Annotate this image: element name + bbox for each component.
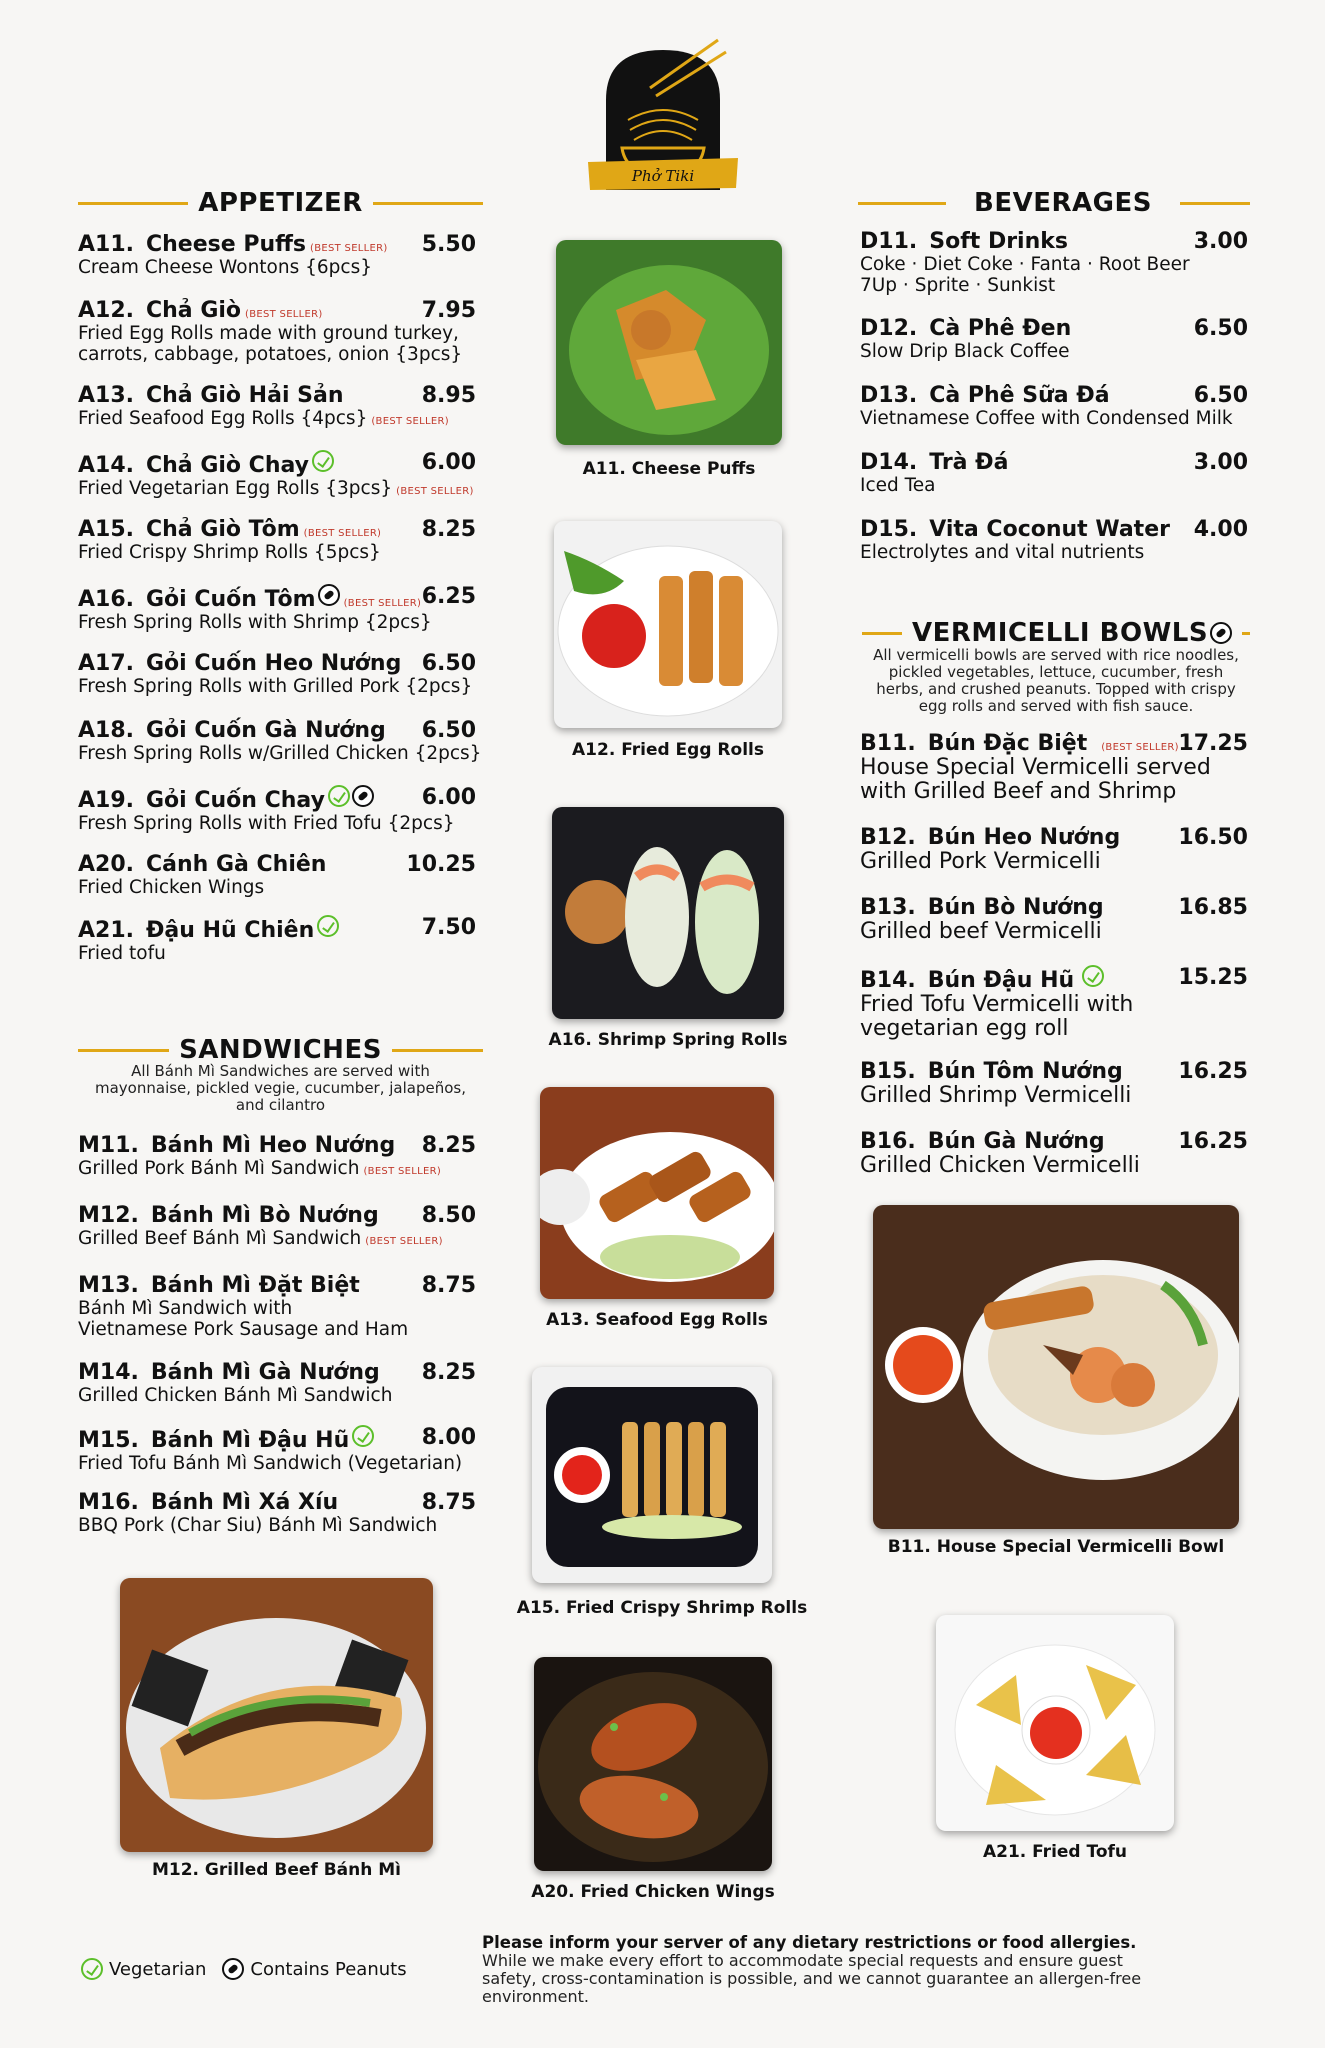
food-illustration bbox=[534, 1657, 772, 1871]
item-description: Fried Crispy Shrimp Rolls {5pcs} bbox=[78, 542, 381, 563]
item-price: 10.25 bbox=[406, 852, 476, 877]
item-description: Slow Drip Black Coffee bbox=[860, 341, 1070, 362]
food-illustration bbox=[532, 1367, 772, 1583]
item-description: Electrolytes and vital nutrients bbox=[860, 542, 1145, 563]
restaurant-logo bbox=[578, 30, 748, 200]
item-code: A13. bbox=[78, 383, 134, 408]
peanut-icon bbox=[352, 785, 374, 807]
item-name: Bánh Mì Bò Nướng bbox=[150, 1203, 379, 1228]
item-code: B15. bbox=[860, 1059, 916, 1084]
item-name: Cà Phê Đen bbox=[929, 316, 1072, 341]
item-code: M12. bbox=[78, 1203, 139, 1228]
item-code: D12. bbox=[860, 316, 918, 341]
food-illustration bbox=[873, 1205, 1239, 1529]
item-price: 8.25 bbox=[421, 1133, 476, 1158]
sandwiches-description bbox=[78, 1063, 483, 1114]
peanut-icon bbox=[318, 584, 340, 606]
photo-grilled-beef-banh-mi bbox=[120, 1578, 433, 1852]
item-price: 7.50 bbox=[421, 915, 476, 940]
item-description: Fried Tofu Bánh Mì Sandwich (Vegetarian) bbox=[78, 1453, 463, 1474]
best-seller-tag: (BEST SELLER) bbox=[363, 1166, 442, 1177]
photo-house-special-vermicelli bbox=[873, 1205, 1239, 1529]
item-price: 6.50 bbox=[421, 718, 476, 743]
menu-item-b15 bbox=[860, 1059, 1248, 1108]
best-seller-tag: (BEST SELLER) bbox=[310, 243, 388, 254]
item-price: 16.25 bbox=[1178, 1059, 1248, 1084]
menu-item-a13 bbox=[78, 383, 476, 432]
item-code: B16. bbox=[860, 1129, 916, 1154]
item-name: Soft Drinks bbox=[929, 229, 1068, 254]
vegetarian-icon bbox=[317, 915, 339, 937]
item-code: D15. bbox=[860, 517, 918, 542]
caption-a11: A11. Cheese Puffs bbox=[582, 459, 756, 479]
item-code: A20. bbox=[78, 852, 134, 877]
item-description: Fresh Spring Rolls with Fried Tofu {2pcs} bbox=[78, 813, 455, 834]
menu-item-b11 bbox=[860, 731, 1248, 804]
food-illustration bbox=[554, 521, 782, 728]
item-price: 7.95 bbox=[421, 298, 476, 323]
appetizer-heading bbox=[78, 188, 483, 218]
legend-vegetarian-label: Vegetarian bbox=[109, 1958, 207, 1980]
heading-rule bbox=[78, 1049, 169, 1052]
item-price: 8.75 bbox=[421, 1490, 476, 1515]
sandwiches-heading bbox=[78, 1035, 483, 1065]
item-description: Bánh Mì Sandwich with bbox=[78, 1298, 293, 1319]
caption-a13: A13. Seafood Egg Rolls bbox=[546, 1310, 768, 1330]
item-description: Grilled Pork Bánh Mì Sandwich bbox=[78, 1158, 360, 1179]
item-name: Gỏi Cuốn Gà Nướng bbox=[146, 718, 386, 743]
heading-rule bbox=[858, 202, 946, 205]
vegetarian-icon bbox=[352, 1425, 374, 1447]
item-name: Chả Giò Tôm bbox=[146, 517, 300, 542]
photo-fried-crispy-shrimp-rolls bbox=[532, 1367, 772, 1583]
vegetarian-icon bbox=[328, 785, 350, 807]
legend-peanuts-label: Contains Peanuts bbox=[250, 1958, 407, 1980]
caption-a21: A21. Fried Tofu bbox=[982, 1842, 1128, 1862]
item-description-line2: Vietnamese Pork Sausage and Ham bbox=[78, 1319, 409, 1340]
vermicelli-heading bbox=[862, 618, 1250, 648]
item-code: B12. bbox=[860, 825, 916, 850]
menu-item-m14 bbox=[78, 1360, 476, 1406]
item-description: Grilled Shrimp Vermicelli bbox=[860, 1083, 1132, 1108]
item-description: Grilled Beef Bánh Mì Sandwich bbox=[78, 1228, 362, 1249]
item-name: Bún Gà Nướng bbox=[927, 1129, 1105, 1154]
logo-brand-text: Phở Tiki bbox=[631, 167, 695, 185]
menu-item-a21 bbox=[78, 915, 476, 964]
vermicelli-desc-line1: All vermicelli bowls are served with rice noodles, bbox=[873, 646, 1239, 664]
vermicelli-description bbox=[862, 647, 1250, 715]
menu-item-m13 bbox=[78, 1273, 476, 1340]
item-description-line2: 7Up · Sprite · Sunkist bbox=[860, 275, 1056, 296]
item-description: House Special Vermicelli served bbox=[860, 755, 1211, 780]
item-description: Fresh Spring Rolls with Grilled Pork {2pcs} bbox=[78, 676, 473, 697]
best-seller-tag: (BEST SELLER) bbox=[303, 528, 382, 539]
beverages-heading bbox=[858, 188, 1250, 218]
notice-title: Please inform your server of any dietary restrictions or food allergies. bbox=[482, 1933, 1137, 1952]
dietary-legend bbox=[78, 1958, 407, 1980]
menu-item-m15 bbox=[78, 1425, 476, 1474]
food-illustration bbox=[936, 1615, 1174, 1831]
item-price: 8.95 bbox=[421, 383, 476, 408]
food-illustration bbox=[540, 1087, 774, 1299]
photo-fried-egg-rolls bbox=[554, 521, 782, 728]
item-name: Bún Đặc Biệt bbox=[927, 731, 1088, 756]
item-description: Fried Tofu Vermicelli with bbox=[860, 992, 1134, 1017]
vermicelli-title bbox=[912, 618, 1232, 648]
vegetarian-icon bbox=[1082, 965, 1104, 987]
photo-cheese-puffs bbox=[556, 240, 782, 445]
photo-seafood-egg-rolls bbox=[540, 1087, 774, 1299]
menu-item-a20 bbox=[78, 852, 476, 898]
best-seller-tag: (BEST SELLER) bbox=[245, 309, 323, 320]
item-price: 8.25 bbox=[421, 1360, 476, 1385]
menu-item-b13 bbox=[860, 895, 1248, 944]
item-description: Fried Seafood Egg Rolls {4pcs} bbox=[78, 408, 368, 429]
item-price: 16.25 bbox=[1178, 1129, 1248, 1154]
item-code: M14. bbox=[78, 1360, 139, 1385]
item-name: Bún Tôm Nướng bbox=[927, 1059, 1123, 1084]
food-illustration bbox=[552, 807, 784, 1019]
heading-rule bbox=[373, 202, 483, 205]
photo-fried-tofu bbox=[936, 1615, 1174, 1831]
item-description: Fresh Spring Rolls with Shrimp {2pcs} bbox=[78, 612, 432, 633]
photo-fried-chicken-wings bbox=[534, 1657, 772, 1871]
menu-item-d11 bbox=[860, 229, 1248, 296]
item-name: Bánh Mì Gà Nướng bbox=[150, 1360, 380, 1385]
item-price: 6.50 bbox=[421, 651, 476, 676]
best-seller-tag: (BEST SELLER) bbox=[1101, 742, 1179, 753]
vermicelli-desc-line3: herbs, and crushed peanuts. Topped with crispy bbox=[876, 680, 1236, 698]
item-price: 3.00 bbox=[1193, 229, 1248, 254]
item-name: Gỏi Cuốn Heo Nướng bbox=[146, 651, 402, 676]
item-description: Cream Cheese Wontons {6pcs} bbox=[78, 257, 372, 278]
item-description: Fried Egg Rolls made with ground turkey, bbox=[78, 323, 459, 344]
item-description: Fresh Spring Rolls w/Grilled Chicken {2pcs} bbox=[78, 743, 482, 764]
item-name: Gỏi Cuốn Tôm bbox=[146, 587, 316, 612]
caption-a12: A12. Fried Egg Rolls bbox=[572, 740, 764, 760]
item-code: M15. bbox=[78, 1428, 139, 1453]
item-price: 8.50 bbox=[421, 1203, 476, 1228]
item-name: Cánh Gà Chiên bbox=[146, 852, 327, 877]
item-code: M13. bbox=[78, 1273, 139, 1298]
peanut-icon bbox=[1210, 622, 1232, 644]
vegetarian-icon bbox=[81, 1958, 103, 1980]
menu-item-m16 bbox=[78, 1490, 476, 1536]
item-code: A11. bbox=[78, 232, 134, 257]
item-code: D11. bbox=[860, 229, 918, 254]
item-code: A15. bbox=[78, 517, 134, 542]
menu-item-a19 bbox=[78, 785, 476, 834]
caption-a16: A16. Shrimp Spring Rolls bbox=[548, 1030, 788, 1050]
menu-item-d12 bbox=[860, 316, 1248, 362]
peanut-icon bbox=[222, 1958, 244, 1980]
item-price: 8.75 bbox=[421, 1273, 476, 1298]
appetizer-title: APPETIZER bbox=[198, 188, 363, 218]
item-price: 8.00 bbox=[421, 1425, 476, 1450]
item-description: Fried Chicken Wings bbox=[78, 877, 265, 898]
item-name: Cheese Puffs bbox=[146, 232, 307, 257]
item-code: D14. bbox=[860, 450, 918, 475]
item-price: 5.50 bbox=[421, 232, 476, 257]
item-description: BBQ Pork (Char Siu) Bánh Mì Sandwich bbox=[78, 1515, 438, 1536]
item-price: 6.00 bbox=[421, 785, 476, 810]
item-description-line2: with Grilled Beef and Shrimp bbox=[860, 779, 1177, 804]
heading-rule bbox=[862, 632, 902, 635]
item-name: Chả Giò bbox=[146, 298, 242, 323]
item-price: 3.00 bbox=[1193, 450, 1248, 475]
item-description: Grilled beef Vermicelli bbox=[860, 919, 1102, 944]
menu-item-a18 bbox=[78, 718, 482, 764]
item-description: Grilled Chicken Vermicelli bbox=[860, 1153, 1140, 1178]
caption-a15: A15. Fried Crispy Shrimp Rolls bbox=[516, 1598, 808, 1618]
item-code: A12. bbox=[78, 298, 134, 323]
item-description-line2: carrots, cabbage, potatoes, onion {3pcs} bbox=[78, 344, 463, 365]
notice-body-line2: safety, cross-contamination is possible, and we cannot guarantee an allergen-free bbox=[482, 1969, 1142, 1988]
item-code: D13. bbox=[860, 383, 918, 408]
item-description: Iced Tea bbox=[860, 475, 936, 496]
menu-item-a15 bbox=[78, 517, 476, 563]
notice-body-line1: While we make every effort to accommodate special requests and ensure guest bbox=[482, 1951, 1123, 1970]
item-name: Bánh Mì Đặt Biệt bbox=[150, 1273, 360, 1298]
item-name: Chả Giò Hải Sản bbox=[146, 383, 344, 408]
item-description: Vietnamese Coffee with Condensed Milk bbox=[860, 408, 1233, 429]
item-name: Bún Heo Nướng bbox=[927, 825, 1121, 850]
item-price: 16.50 bbox=[1178, 825, 1248, 850]
caption-a20: A20. Fried Chicken Wings bbox=[531, 1882, 775, 1902]
photo-shrimp-spring-rolls bbox=[552, 807, 784, 1019]
best-seller-tag: (BEST SELLER) bbox=[365, 1236, 443, 1247]
heading-rule bbox=[1242, 632, 1250, 635]
vegetarian-icon bbox=[312, 450, 334, 472]
menu-item-b14 bbox=[860, 965, 1248, 1041]
vermicelli-desc-line2: pickled vegetables, lettuce, cucumber, fresh bbox=[888, 663, 1224, 681]
item-code: A21. bbox=[78, 918, 134, 943]
sandwiches-desc-line2: mayonnaise, pickled vegie, cucumber, jalapeños, bbox=[95, 1079, 466, 1097]
item-price: 15.25 bbox=[1178, 965, 1248, 990]
item-description: Coke · Diet Coke · Fanta · Root Beer bbox=[860, 254, 1190, 275]
food-illustration bbox=[120, 1578, 433, 1852]
menu-item-d14 bbox=[860, 450, 1248, 496]
best-seller-tag: (BEST SELLER) bbox=[343, 598, 422, 609]
item-price: 16.85 bbox=[1178, 895, 1248, 920]
item-name: Đậu Hũ Chiên bbox=[146, 918, 315, 943]
menu-item-d13 bbox=[860, 383, 1248, 429]
item-code: B13. bbox=[860, 895, 916, 920]
item-code: A16. bbox=[78, 587, 134, 612]
heading-rule bbox=[1180, 202, 1250, 205]
item-code: B14. bbox=[860, 968, 916, 993]
item-price: 17.25 bbox=[1178, 731, 1248, 756]
item-name: Bún Bò Nướng bbox=[927, 895, 1104, 920]
item-code: M16. bbox=[78, 1490, 139, 1515]
item-code: A18. bbox=[78, 718, 134, 743]
best-seller-tag: (BEST SELLER) bbox=[396, 486, 474, 497]
menu-item-m11 bbox=[78, 1133, 476, 1182]
sandwiches-desc-line3: and cilantro bbox=[235, 1096, 326, 1114]
item-name: Cà Phê Sữa Đá bbox=[929, 383, 1110, 408]
heading-rule bbox=[392, 1049, 483, 1052]
caption-b11: B11. House Special Vermicelli Bowl bbox=[887, 1537, 1225, 1557]
menu-item-a14 bbox=[78, 450, 476, 502]
item-name: Bánh Mì Heo Nướng bbox=[150, 1133, 396, 1158]
caption-m12: M12. Grilled Beef Bánh Mì bbox=[151, 1860, 401, 1880]
menu-item-a16 bbox=[78, 584, 476, 633]
food-illustration bbox=[556, 240, 782, 445]
item-code: A17. bbox=[78, 651, 134, 676]
item-price: 4.00 bbox=[1193, 517, 1248, 542]
menu-item-b12 bbox=[860, 825, 1248, 874]
menu-item-d15 bbox=[860, 517, 1248, 563]
menu-item-a11 bbox=[78, 232, 476, 278]
item-description: Fried tofu bbox=[78, 943, 166, 964]
allergy-notice bbox=[482, 1934, 1262, 2006]
sandwiches-desc-line1: All Bánh Mì Sandwiches are served with bbox=[131, 1062, 430, 1080]
item-name: Bún Đậu Hũ bbox=[927, 968, 1075, 993]
item-name: Trà Đá bbox=[929, 450, 1009, 475]
item-code: A19. bbox=[78, 788, 134, 813]
item-name: Bánh Mì Đậu Hũ bbox=[150, 1428, 350, 1453]
menu-item-a17 bbox=[78, 651, 476, 697]
item-description: Fried Vegetarian Egg Rolls {3pcs} bbox=[78, 478, 393, 499]
item-code: B11. bbox=[860, 731, 916, 756]
item-price: 6.00 bbox=[421, 450, 476, 475]
item-code: M11. bbox=[78, 1133, 139, 1158]
item-price: 6.50 bbox=[1193, 316, 1248, 341]
item-price: 6.25 bbox=[421, 584, 476, 609]
item-description: Grilled Chicken Bánh Mì Sandwich bbox=[78, 1385, 393, 1406]
beverages-title: BEVERAGES bbox=[974, 188, 1152, 218]
notice-body-line3: environment. bbox=[482, 1987, 589, 2006]
item-name: Bánh Mì Xá Xíu bbox=[150, 1490, 339, 1515]
item-code: A14. bbox=[78, 453, 134, 478]
vermicelli-title-text: VERMICELLI BOWLS bbox=[912, 618, 1209, 648]
heading-rule bbox=[78, 202, 188, 205]
best-seller-tag: (BEST SELLER) bbox=[371, 416, 449, 427]
item-name: Gỏi Cuốn Chay bbox=[146, 788, 325, 813]
item-description: Grilled Pork Vermicelli bbox=[860, 849, 1101, 874]
menu-item-a12 bbox=[78, 298, 476, 365]
item-name: Vita Coconut Water bbox=[929, 517, 1170, 542]
menu-item-m12 bbox=[78, 1203, 476, 1252]
item-price: 6.50 bbox=[1193, 383, 1248, 408]
menu-item-b16 bbox=[860, 1129, 1248, 1178]
sandwiches-title: SANDWICHES bbox=[179, 1035, 382, 1065]
item-name: Chả Giò Chay bbox=[146, 453, 310, 478]
item-description-line2: vegetarian egg roll bbox=[860, 1016, 1069, 1041]
vermicelli-desc-line4: egg rolls and served with fish sauce. bbox=[918, 697, 1194, 715]
item-price: 8.25 bbox=[421, 517, 476, 542]
